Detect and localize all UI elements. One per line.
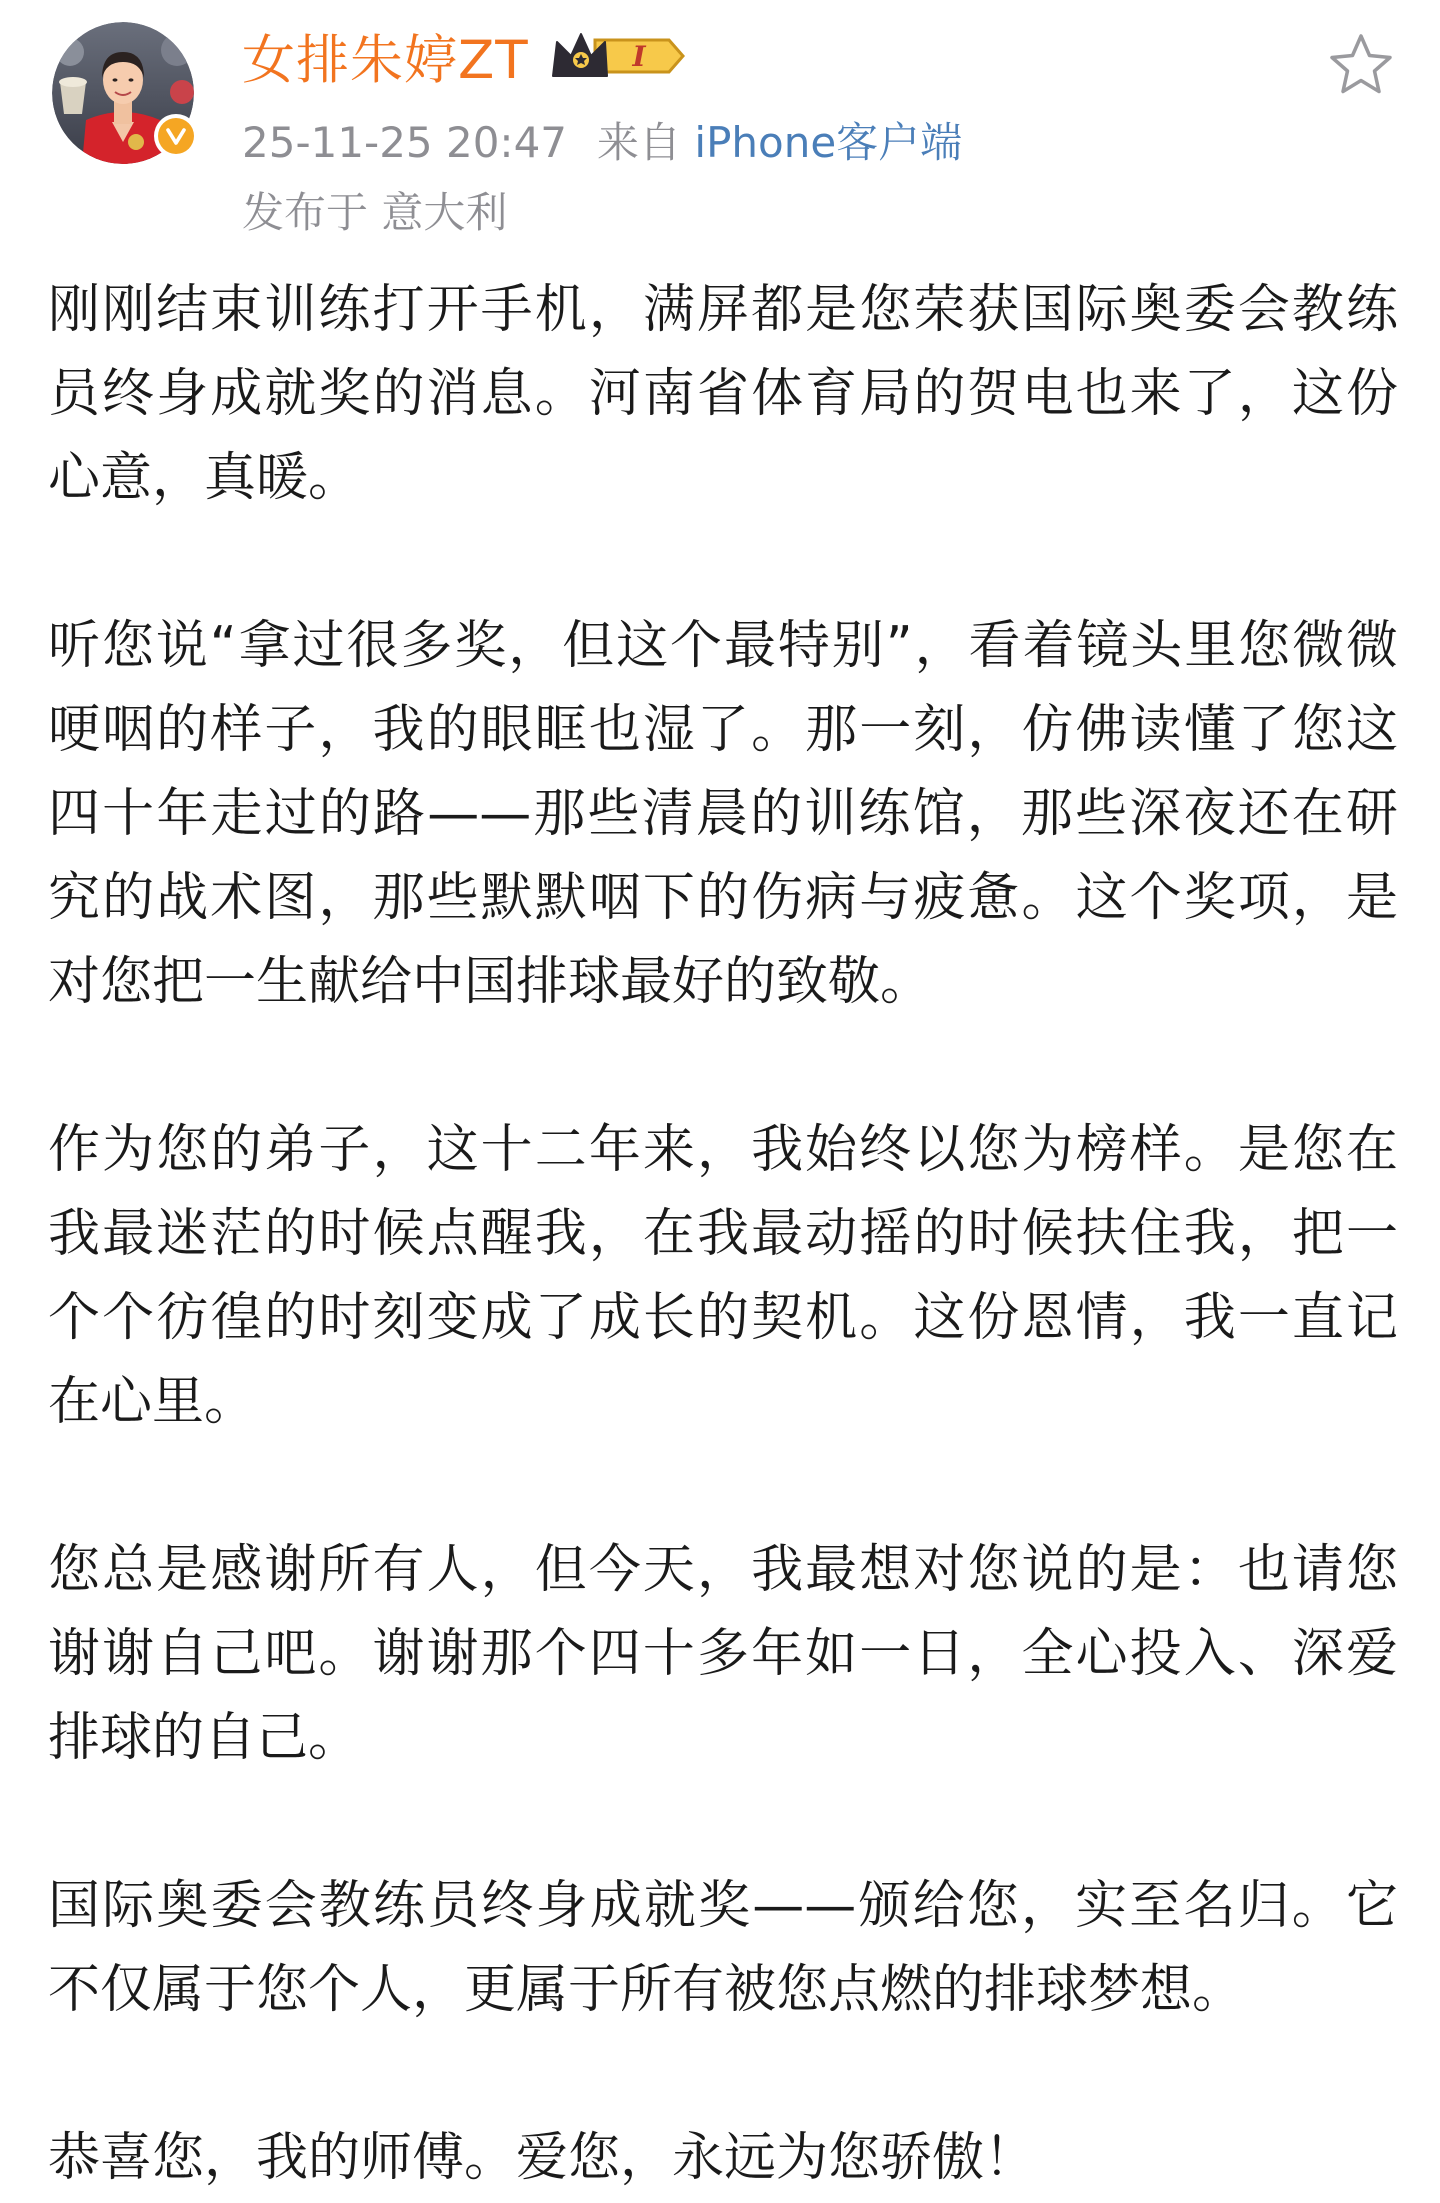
author-row <box>242 20 693 92</box>
post-paragraph: 作为您的弟子，这十二年来，我始终以您为榜样。是您在我最迷茫的时候点醒我，在我最动摇的时候扶住我，把一个个彷徨的时刻变成了成长的契机。这份恩情，我一直记在心里。 <box>48 1120 1398 1432</box>
source-link[interactable]: iPhone客户端 <box>694 118 963 167</box>
post-meta <box>242 110 962 170</box>
star-outline-icon[interactable] <box>1326 30 1396 100</box>
post-paragraph: 国际奥委会教练员终身成就奖——颁给您，实至名归。它不仅属于您个人，更属于所有被您点燃的排球梦想。 <box>48 1876 1398 2020</box>
post-body <box>48 268 1398 2200</box>
avatar[interactable] <box>52 22 194 164</box>
verified-badge <box>154 114 198 158</box>
post-timestamp: 25-11-25 20:47 <box>242 118 568 167</box>
post-paragraph: 刚刚结束训练打开手机，满屏都是您荣获国际奥委会教练员终身成就奖的消息。河南省体育局的贺电也来了，这份心意，真暖。 <box>48 280 1398 508</box>
verified-v-icon <box>158 118 194 154</box>
post-location: 发布于 意大利 <box>242 188 508 237</box>
source-prefix: 来自 <box>597 118 682 167</box>
post-paragraph: 听您说“拿过很多奖，但这个最特别”，看着镜头里您微微哽咽的样子，我的眼眶也湿了。那一刻，仿佛读懂了您这四十年走过的路——那些清晨的训练馆，那些深夜还在研究的战术图，那些默默咽下的伤病与疲惫。这个奖项，是对您把一生献给中国排球最好的致敬。 <box>48 616 1398 1012</box>
post-paragraph: 您总是感谢所有人，但今天，我最想对您说的是：也请您谢谢自己吧。谢谢那个四十多年如一日，全心投入、深爱排球的自己。 <box>48 1540 1398 1768</box>
vip-crown-icon[interactable] <box>549 26 693 86</box>
author-username[interactable]: 女排朱婷ZT <box>242 30 529 91</box>
post-paragraph: 恭喜您，我的师傅。爱您，永远为您骄傲！ <box>48 2128 1037 2188</box>
vip-level: I <box>632 40 646 73</box>
